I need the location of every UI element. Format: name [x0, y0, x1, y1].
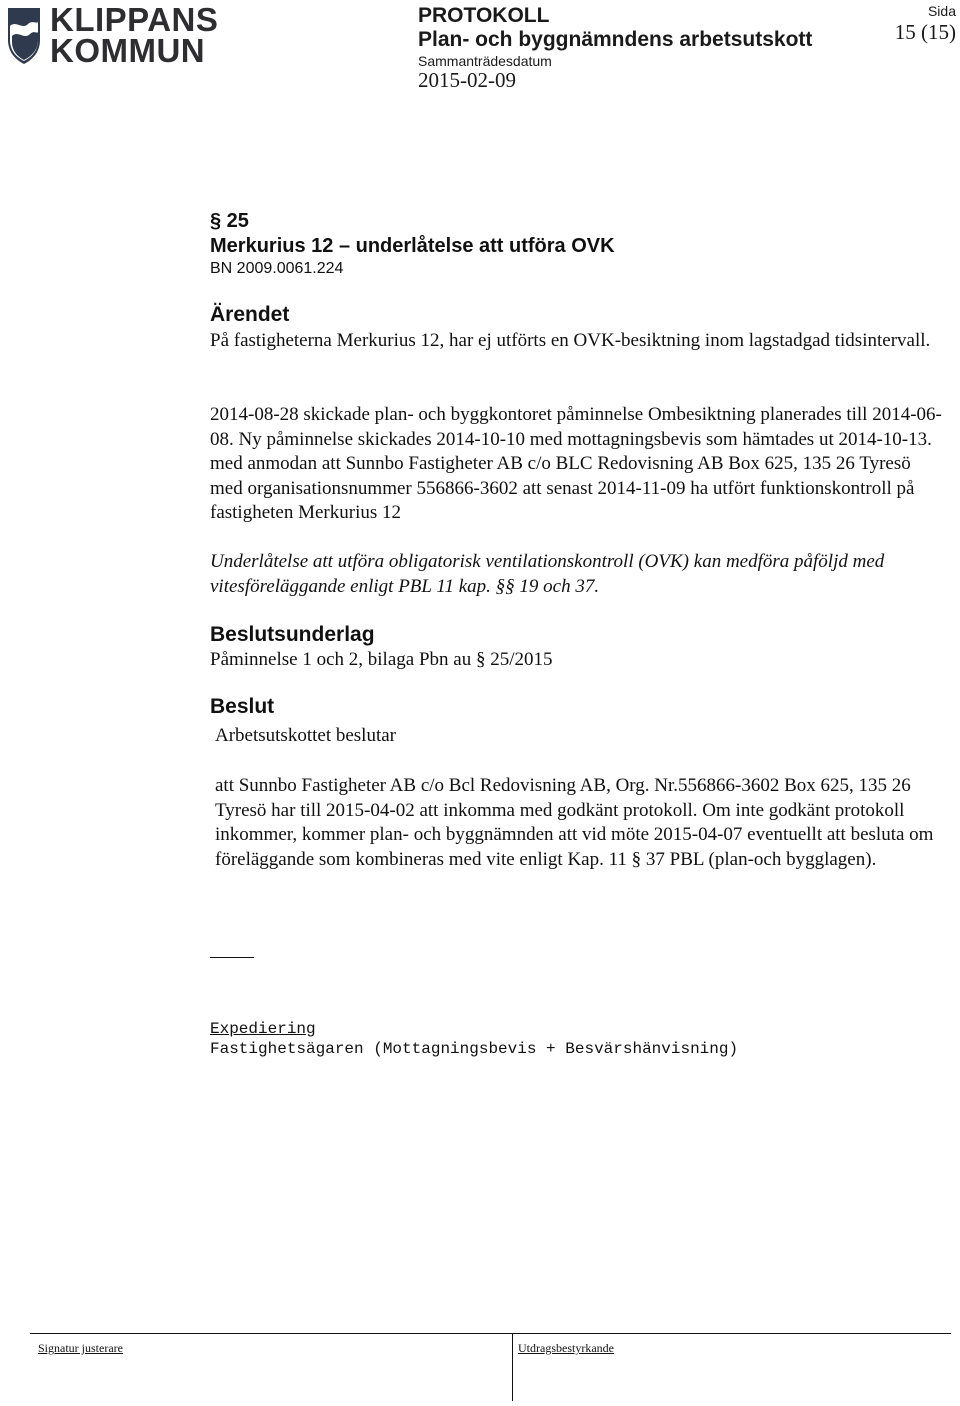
- case-title: Merkurius 12 – underlåtelse att utföra OVK: [210, 235, 615, 257]
- expediering-label: Expediering: [210, 1020, 316, 1038]
- municipality-logo: [2, 2, 217, 68]
- footer-divider: [512, 1333, 513, 1401]
- beslut-text: att Sunnbo Fastigheter AB c/o Bcl Redovisning AB, Org. Nr.556866-3602 Box 625, 135 26 Tyresö har till 2015-04-02 att inkomma med godkänt protokoll. Om inte godkänt protokoll inkommer, kommer plan- och byggnämnden att vid möte 2015-04-07 eventuellt att besluta om föreläggande som kombineras med vite enligt Kap. 11 § 37 PBL (plan-och bygglagen).: [215, 775, 934, 870]
- arendet-paragraph-1: På fastigheterna Merkurius 12, har ej utförts en OVK-besiktning inom lagstadgad tidsintervall.: [210, 330, 931, 351]
- separator-line: [210, 957, 254, 958]
- committee-name: Plan- och byggnämndens arbetsutskott: [418, 28, 813, 51]
- coat-of-arms-icon: [6, 6, 42, 66]
- signature-field-label: Signatur justerare: [38, 1341, 123, 1355]
- section-heading-beslutsunderlag: Beslutsunderlag: [210, 623, 375, 646]
- logo-text-line1: KLIPPANS: [50, 1, 219, 38]
- section-heading-arendet: Ärendet: [210, 303, 290, 326]
- section-heading-beslut: Beslut: [210, 695, 275, 718]
- document-type: PROTOKOLL: [418, 4, 550, 27]
- beslut-intro: Arbetsutskottet beslutar: [215, 725, 396, 746]
- paragraph-number: § 25: [210, 210, 249, 232]
- expediering-text: Fastighetsägaren (Mottagningsbevis + Besvärshänvisning): [210, 1040, 739, 1058]
- meeting-date-label: Sammanträdesdatum: [418, 53, 552, 69]
- page-number: 15 (15): [894, 20, 956, 44]
- arendet-paragraph-3: Underlåtelse att utföra obligatorisk ventilationskontroll (OVK) kan medföra påföljd med vitesföreläggande enligt PBL 11 kap. §§ 19 och 37.: [210, 551, 885, 597]
- page-label: Sida: [927, 3, 956, 19]
- meeting-date: 2015-02-09: [418, 68, 516, 92]
- footer-rule: [30, 1333, 951, 1334]
- case-number: BN 2009.0061.224: [210, 260, 344, 277]
- logo-text-line2: KOMMUN: [50, 32, 206, 69]
- extract-certification-label: Utdragsbestyrkande: [518, 1341, 614, 1355]
- arendet-paragraph-2: 2014-08-28 skickade plan- och byggkontoret påminnelse Ombesiktning planerades till 2014-06-08. Ny påminnelse skickades 2014-10-10 med mottagningsbevis som hämtades ut 2014-10-13. med anmodan att Sunnbo Fastigheter AB c/o BLC Redovisning AB Box 625, 135 26 Tyresö med organisationsnummer 556866-3602 att senast 2014-11-09 ha utfört funktionskontroll på fastigheten Merkurius 12: [210, 404, 942, 523]
- beslutsunderlag-text: Påminnelse 1 och 2, bilaga Pbn au § 25/2015: [210, 649, 553, 670]
